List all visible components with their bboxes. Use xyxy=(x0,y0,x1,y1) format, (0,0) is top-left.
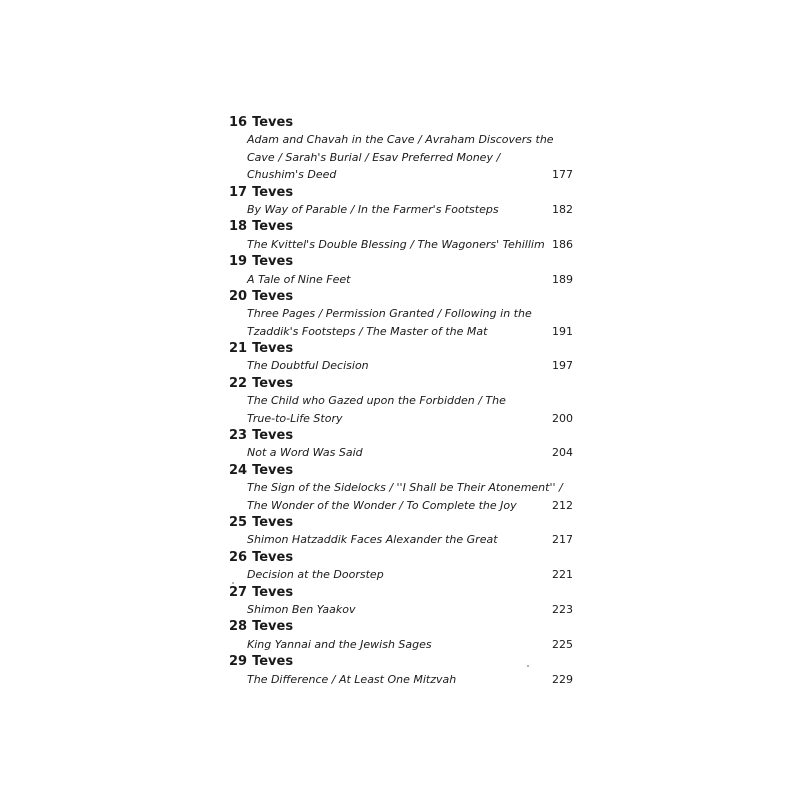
toc-story-titles xyxy=(229,323,575,340)
month-name: Teves xyxy=(252,184,294,200)
table-of-contents xyxy=(229,114,575,688)
toc-entry-heading xyxy=(229,549,575,566)
toc-story-titles xyxy=(229,166,575,183)
month-name: Teves xyxy=(252,288,294,304)
story-title-text: Decision at the Doorstep xyxy=(247,568,384,582)
toc-entry xyxy=(229,114,575,184)
toc-entry xyxy=(229,549,575,584)
story-title-text: Not a Word Was Said xyxy=(247,446,363,460)
month-name: Teves xyxy=(252,619,294,635)
month-name: Teves xyxy=(252,549,294,565)
story-title-text: The Wonder of the Wonder / To Complete the Joy xyxy=(247,498,517,512)
story-title-text: Three Pages / Permission Granted / Following in the xyxy=(247,307,532,321)
toc-story-titles xyxy=(229,671,575,688)
day-number: 22 xyxy=(229,375,248,391)
day-number: 26 xyxy=(229,549,248,565)
toc-story-titles xyxy=(229,601,575,618)
month-name: Teves xyxy=(252,341,294,357)
toc-entry-heading xyxy=(229,184,575,201)
toc-entry xyxy=(229,218,575,253)
day-number: 27 xyxy=(229,584,248,600)
toc-story-titles xyxy=(229,410,575,427)
day-number: 19 xyxy=(229,254,248,270)
toc-entry-heading xyxy=(229,653,575,670)
toc-entry-heading xyxy=(229,514,575,531)
month-name: Teves xyxy=(252,115,294,130)
toc-entry xyxy=(229,340,575,375)
story-title-text: The Kvittel's Double Blessing / The Wagoners' Tehillim xyxy=(247,237,545,251)
page-number: 186 xyxy=(552,237,573,251)
day-number: 20 xyxy=(229,288,248,304)
toc-entry-heading xyxy=(229,427,575,444)
toc-entry-heading xyxy=(229,288,575,305)
story-title-text: The Sign of the Sidelocks / ''I Shall be Their Atonement'' / xyxy=(247,481,563,495)
story-title-text: Shimon Hatzaddik Faces Alexander the Great xyxy=(247,533,498,547)
toc-entry xyxy=(229,584,575,619)
toc-story-titles xyxy=(229,392,575,409)
story-title-text: Chushim's Deed xyxy=(247,168,337,182)
toc-entry-heading xyxy=(229,218,575,235)
day-number: 17 xyxy=(229,184,248,200)
story-title-text: King Yannai and the Jewish Sages xyxy=(247,637,432,651)
toc-story-titles xyxy=(229,444,575,461)
page-number: 182 xyxy=(552,202,573,216)
day-number: 16 xyxy=(229,115,248,130)
toc-entry xyxy=(229,184,575,219)
day-number: 21 xyxy=(229,341,248,357)
story-title-text: The Difference / At Least One Mitzvah xyxy=(247,672,457,686)
day-number: 29 xyxy=(229,654,248,670)
page-number: 217 xyxy=(552,533,573,547)
toc-entry-heading xyxy=(229,114,575,131)
toc-entry-heading xyxy=(229,340,575,357)
toc-entry-heading xyxy=(229,462,575,479)
toc-entry-heading xyxy=(229,375,575,392)
page-number: 225 xyxy=(552,637,573,651)
page-number: 204 xyxy=(552,446,573,460)
story-title-text: True-to-Life Story xyxy=(247,411,343,425)
toc-entry xyxy=(229,514,575,549)
story-title-text: By Way of Parable / In the Farmer's Footsteps xyxy=(247,202,499,216)
day-number: 24 xyxy=(229,462,248,478)
toc-entry xyxy=(229,653,575,688)
toc-story-titles xyxy=(229,305,575,322)
toc-story-titles xyxy=(229,149,575,166)
day-number: 25 xyxy=(229,514,248,530)
toc-story-titles xyxy=(229,636,575,653)
page-number: 191 xyxy=(552,324,573,338)
month-name: Teves xyxy=(252,375,294,391)
toc-entry-heading xyxy=(229,253,575,270)
toc-entry xyxy=(229,253,575,288)
page-number: 189 xyxy=(552,272,573,286)
scan-speck xyxy=(232,582,234,584)
page-number: 212 xyxy=(552,498,573,512)
month-name: Teves xyxy=(252,654,294,670)
toc-entry-heading xyxy=(229,584,575,601)
scan-speck xyxy=(527,665,529,667)
month-name: Teves xyxy=(252,584,294,600)
day-number: 28 xyxy=(229,619,248,635)
story-title-text: The Child who Gazed upon the Forbidden / The xyxy=(247,394,506,408)
story-title-text: A Tale of Nine Feet xyxy=(247,272,351,286)
toc-entry xyxy=(229,375,575,427)
story-title-text: Shimon Ben Yaakov xyxy=(247,602,356,616)
story-title-text: Cave / Sarah's Burial / Esav Preferred Money / xyxy=(247,150,501,164)
toc-entry xyxy=(229,427,575,462)
toc-story-titles xyxy=(229,566,575,583)
page-number: 223 xyxy=(552,602,573,616)
month-name: Teves xyxy=(252,254,294,270)
page-number: 221 xyxy=(552,568,573,582)
day-number: 23 xyxy=(229,428,248,444)
page-number: 177 xyxy=(552,168,573,182)
toc-story-titles xyxy=(229,271,575,288)
toc-story-titles xyxy=(229,479,575,496)
month-name: Teves xyxy=(252,462,294,478)
toc-entry xyxy=(229,462,575,514)
toc-entry xyxy=(229,618,575,653)
toc-story-titles xyxy=(229,531,575,548)
page-number: 229 xyxy=(552,672,573,686)
page-number: 197 xyxy=(552,359,573,373)
toc-story-titles xyxy=(229,131,575,148)
story-title-text: The Doubtful Decision xyxy=(247,359,369,373)
story-title-text: Adam and Chavah in the Cave / Avraham Discovers the xyxy=(247,133,554,147)
month-name: Teves xyxy=(252,428,294,444)
toc-entry-heading xyxy=(229,618,575,635)
month-name: Teves xyxy=(252,514,294,530)
toc-story-titles xyxy=(229,497,575,514)
toc-story-titles xyxy=(229,201,575,218)
toc-story-titles xyxy=(229,357,575,374)
toc-entry xyxy=(229,288,575,340)
page-number: 200 xyxy=(552,411,573,425)
story-title-text: Tzaddik's Footsteps / The Master of the Mat xyxy=(247,324,488,338)
month-name: Teves xyxy=(252,219,294,235)
day-number: 18 xyxy=(229,219,248,235)
toc-story-titles xyxy=(229,236,575,253)
